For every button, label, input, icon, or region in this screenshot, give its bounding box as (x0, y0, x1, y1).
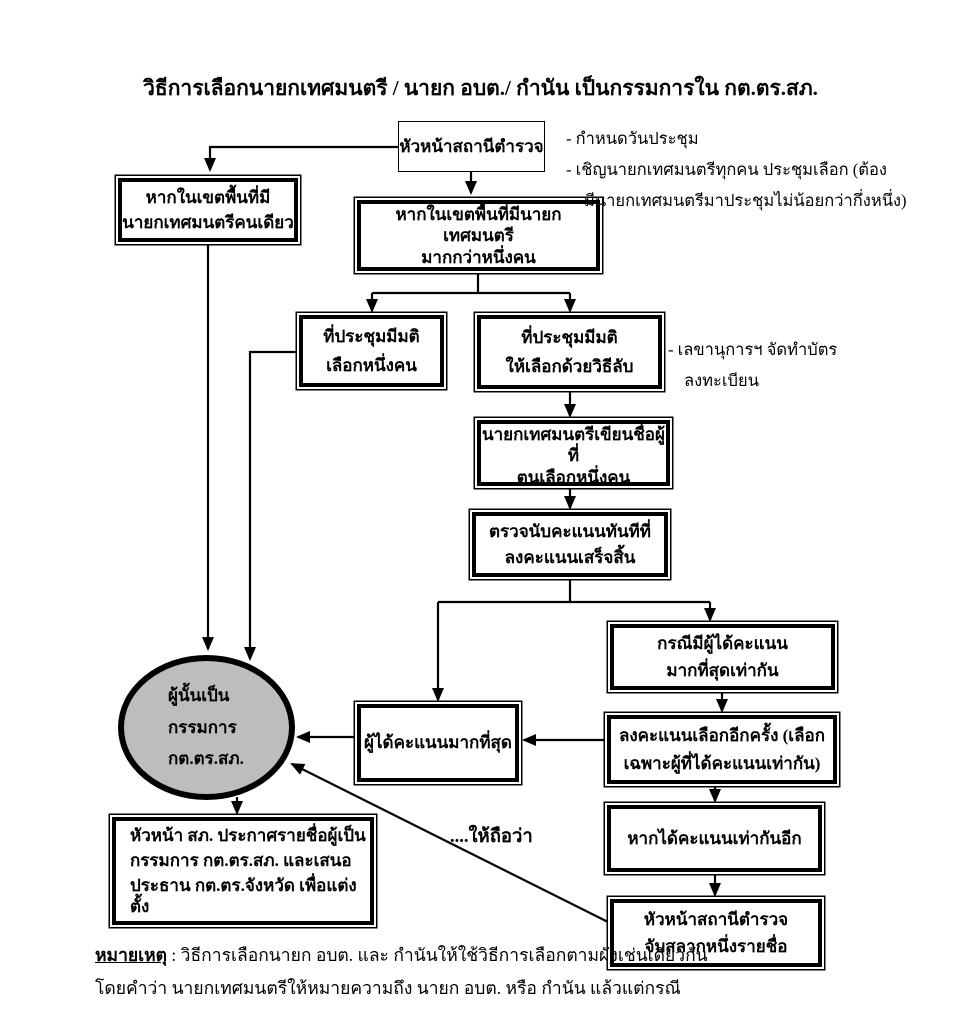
note-line1-text: : วิธีการเลือกนายก อบต. และ กำนันให้ใช้วิธีการเลือกตามผังเช่นเดียวกัน (167, 945, 708, 965)
annotation-set-date: - กำหนดวันประชุม (566, 129, 699, 148)
note-label: หมายเหตุ (95, 945, 168, 965)
node-result-line3: กต.ตร.สภ. (168, 749, 244, 769)
node-vote-one-line1: ที่ประชุมมีมติ (323, 327, 420, 347)
annotation-considered: ....ให้ถือว่า (450, 827, 533, 847)
node-police-chief-label: หัวหน้าสถานีตำรวจ (399, 136, 544, 156)
arrow-chief-to-single-mayor (210, 147, 398, 170)
node-vote-one (299, 315, 444, 387)
node-tie-again-label: หากได้คะแนนเท่ากันอีก (627, 828, 802, 848)
node-single-mayor-line2: นายกเทศมนตรีคนเดียว (122, 213, 294, 233)
node-single-mayor (118, 178, 298, 242)
node-result-line1: ผู้นั้นเป็น (168, 686, 230, 706)
node-count-votes (472, 512, 668, 577)
node-vote-secret-line1: ที่ประชุมมีมติ (521, 327, 618, 347)
node-revote-line1: ลงคะแนนเลือกอีกครั้ง (เลือก (618, 726, 826, 746)
node-police-chief (398, 121, 545, 172)
node-tie-case (610, 624, 835, 690)
annotation-invite-line1: - เชิญนายกเทศมนตรีทุกคน ประชุมเลือก (ต้อง (566, 160, 887, 179)
node-tie-again (607, 805, 822, 872)
node-tie-case-line2: มากที่สุดเท่ากัน (666, 660, 779, 680)
node-announce (112, 817, 374, 925)
node-single-mayor-line1: หากในเขตพื้นที่มี (145, 187, 271, 207)
node-announce-line3: ประธาน กต.ตร.จังหวัด เพื่อแต่งตั้ง (130, 875, 357, 916)
page-title: วิธีการเลือกนายกเทศมนตรี / นายก อบต./ กำนัน เป็นกรรมการใน กต.ตร.สภ. (143, 76, 818, 100)
arrow-vote-one-to-result (250, 352, 299, 659)
node-result-ellipse (118, 655, 295, 800)
annotation-secretary-line2: ลงทะเบียน (684, 371, 759, 390)
node-write-name (477, 420, 670, 486)
node-multi-mayor (357, 200, 600, 271)
node-revote-line2: เฉพาะผู้ที่ได้คะแนนเท่ากัน) (623, 753, 821, 773)
node-count-votes-line2: ลงคะแนนเสร็จสิ้น (504, 547, 636, 567)
node-write-name-line1: นายกเทศมนตรีเขียนชื่อผู้ที่ (482, 425, 665, 466)
node-draw-lots-line1: หัวหน้าสถานีตำรวจ (643, 909, 789, 929)
node-tie-case-line1: กรณีมีผู้ได้คะแนน (657, 634, 788, 654)
node-announce-line1: หัวหน้า สภ. ประกาศรายชื่อผู้เป็น (130, 825, 366, 845)
annotation-secretary-line1: - เลขานุการฯ จัดทำบัตร (668, 340, 838, 359)
node-count-votes-line1: ตรวจนับคะแนนทันทีที่ (488, 521, 652, 541)
note-line2: โดยคำว่า นายกเทศมนตรีให้หมายความถึง นายก อบต. หรือ กำนัน แล้วแต่กรณี (95, 978, 681, 998)
node-multi-mayor-line2: มากกว่าหนึ่งคน (421, 247, 536, 267)
node-multi-mayor-line1: หากในเขตพื้นที่มีนายกเทศมนตรี (395, 205, 562, 246)
node-winner (357, 704, 519, 782)
node-vote-secret-line2: ให้เลือกด้วยวิธีลับ (505, 356, 634, 376)
node-vote-secret (477, 315, 662, 389)
node-draw-lots-line2: จับสลากหนึ่งรายชื่อ (644, 936, 788, 956)
node-announce-line2: กรรมการ กต.ตร.สภ. และเสนอ (130, 850, 352, 870)
node-revote (607, 715, 837, 784)
node-result-line2: กรรมการ (168, 717, 237, 737)
node-write-name-line2: ตนเลือกหนึ่งคน (516, 467, 631, 487)
note-line1 (95, 941, 708, 969)
annotation-invite-line2: มีนายกเทศมนตรีมาประชุมไม่น้อยกว่ากึ่งหนึ่ง) (584, 191, 907, 210)
node-winner-label: ผู้ได้คะแนนมากที่สุด (364, 733, 512, 753)
node-vote-one-line2: เลือกหนึ่งคน (326, 355, 417, 375)
